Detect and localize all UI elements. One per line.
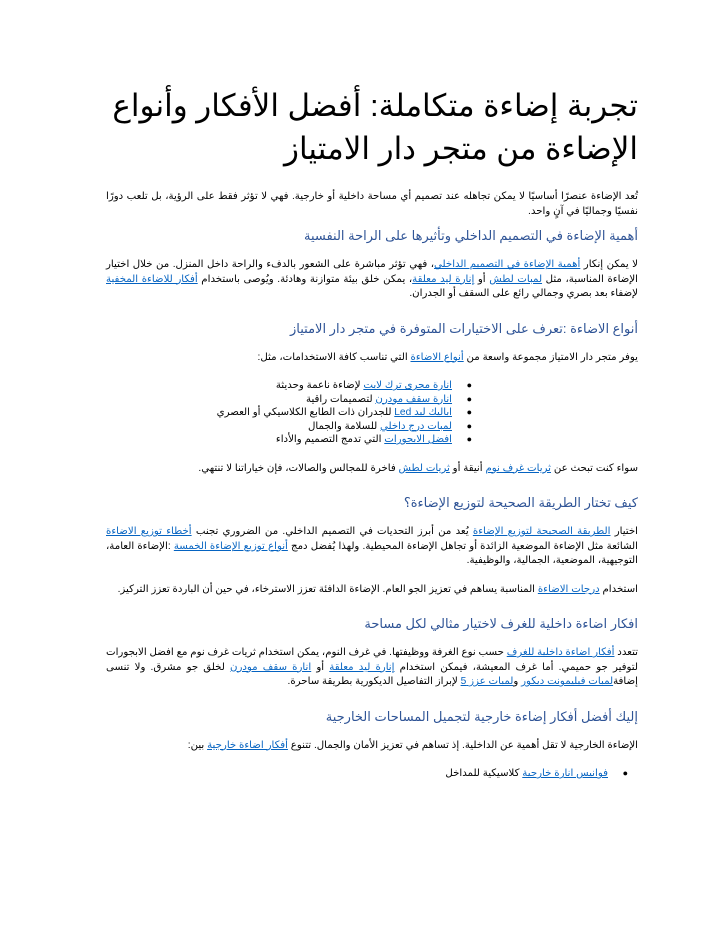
link-latch-chandeliers[interactable]: ثريات لطش [398, 462, 450, 474]
text-span: سواء كنت تبحث عن [551, 462, 638, 474]
list-item [106, 393, 472, 407]
text-span: التي تناسب كافة الاستخدامات، مثل: [257, 351, 411, 363]
text-span: يوفر متجر دار الامتياز مجموعة واسعة من [463, 351, 638, 363]
intro-paragraph: تُعد الإضاءة عنصرًا أساسيًا لا يمكن تجاهله عند تصميم أي مساحة داخلية أو خارجية. فهي لا تؤثر فقط على الرؤية، بل تلعب دورًا نفسيًا وجماليًا في آنٍ واحد. [106, 191, 638, 217]
text-span: استخدام [599, 583, 638, 595]
page-title: تجربة إضاءة متكاملة: أفضل الأفكار وأنواع الإضاءة من متجر دار الامتياز [112, 88, 638, 166]
outdoor-list [106, 767, 638, 781]
text-span: حسب نوع الغرفة ووظيفتها. في غرف النوم، يمكن استخدام ثريات غرف نوم مع افضل الابجورات لتوفير جو حميمي. أما غرف المعيشة، فيمكن استخدام [106, 647, 638, 673]
bullet-icon: ● [466, 393, 472, 404]
text-span: أنيقة أو [449, 462, 486, 474]
bullet-icon: ● [466, 407, 472, 417]
types-list [106, 379, 638, 447]
text-span: لخلق جو مشرق. ولا تنسى إضافة [106, 661, 638, 687]
importance-paragraph [106, 258, 638, 302]
types-intro-paragraph [106, 351, 638, 366]
link-bedroom-chandeliers[interactable]: ثريات غرف نوم [485, 462, 551, 474]
section-heading-outdoor: إليك أفضل أفكار إضاءة خارجية لتجميل المساحات الخارجية [325, 708, 638, 724]
text-span: و [513, 676, 522, 687]
list-item [106, 433, 472, 447]
text-span: :الإضاءة العامة، التوجيهية، الموضعية، الجمالية، والوظيفية. [106, 540, 638, 566]
link-correct-distribution[interactable]: الطريقة الصحيحة لتوزيع الإضاءة [472, 526, 611, 537]
link-modern-ceiling[interactable]: انارة سقف مودرن [375, 393, 452, 405]
bullet-icon: ● [622, 768, 628, 778]
link-room-lighting-ideas[interactable]: أفكار اضاءة داخلية للغرف [506, 647, 615, 658]
list-item [106, 420, 472, 434]
link-light-temperatures[interactable]: درجات الاضاءة [537, 583, 600, 595]
text-span: اختيار [610, 526, 638, 537]
text-span: فاخرة للمجالس والصالات، فإن خياراتنا لا تنتهي. [198, 462, 399, 474]
text-span: لإضفاء بعد بصري وجمالي رائع على السقف أو الجدران. [409, 288, 638, 299]
link-hidden-lighting[interactable]: أفكار للاضاءة المخفية [106, 273, 198, 285]
types-outro-paragraph [106, 462, 638, 477]
link-lighting-importance[interactable]: أهمية الإضاءة في التصميم الداخلي [434, 259, 581, 270]
link-distribution-mistakes[interactable]: أخطاء توزيع الاضاءة [106, 526, 192, 537]
distribution-paragraph [106, 525, 638, 569]
section-heading-distribution: كيف تختار الطريقة الصحيحة لتوزيع الإضاءة؟ [403, 495, 638, 510]
link-modern-ceiling-2[interactable]: انارة سقف مودرن [229, 661, 312, 673]
text-span: التي تدمج التصميم والأداء [275, 434, 385, 445]
link-outdoor-ideas[interactable]: أفكار اضاءة خارجية [207, 739, 288, 751]
text-span: الشائعة مثل الإضاءة الموضعية الزائدة أو تجاهل الإضاءة المحيطية. ولهذا يُفضل دمج [287, 540, 638, 552]
section-heading-types: أنواع الاضاءة :تعرف على الاختيارات المتوفرة في متجر دار الامتياز [290, 320, 638, 336]
outdoor-paragraph [106, 739, 638, 754]
list-item [106, 379, 472, 393]
link-track-light[interactable]: انارة مجرى ترك لايت [363, 380, 452, 391]
text-span: كلاسيكية للمداخل [445, 768, 523, 779]
text-span: أو [311, 661, 330, 673]
list-item [106, 767, 628, 781]
section-heading-room-ideas: افكار اضاءة داخلية للغرف لاختيار مثالي لكل مساحة [364, 616, 638, 631]
link-bulbs-5[interactable]: لمبات عزز 5 [460, 676, 514, 687]
link-latch-bulbs[interactable]: لمبات لطش [489, 273, 543, 285]
list-item [106, 406, 472, 420]
link-lighting-types[interactable]: أنواع الاضاءة [410, 351, 464, 363]
bullet-icon: ● [466, 380, 472, 390]
link-best-lamps[interactable]: افضل الابجورات [384, 434, 452, 445]
room-ideas-paragraph [106, 646, 638, 690]
text-span: للجدران ذات الطابع الكلاسيكي أو العصري [216, 407, 395, 418]
link-led-sconces[interactable]: اباليك ليد Led [394, 407, 452, 418]
link-five-distribution-types[interactable]: أنواع توزيع الإضاءة الخمسة [173, 540, 288, 552]
section-heading-importance: أهمية الإضاءة في التصميم الداخلي وتأثيرها على الراحة النفسية [303, 228, 638, 243]
text-span: الإضاءة الخارجية لا تقل أهمية عن الداخلية. إذ تساهم في تعزيز الأمان والجمال. تتنوع [287, 739, 638, 751]
link-hanging-led-2[interactable]: إنارة ليد معلقة [329, 661, 395, 673]
color-temperature-paragraph [106, 583, 638, 598]
bullet-icon: ● [466, 420, 472, 431]
text-span: لا يمكن إنكار [580, 259, 638, 270]
link-filament-bulbs[interactable]: لمبات فيليمونت ديكور [521, 676, 614, 687]
text-span: للسلامة والجمال [307, 420, 381, 432]
link-outdoor-lanterns[interactable]: فوانيس انارة خارجية [522, 768, 608, 779]
text-span: لإضاءة ناعمة وحديثة [275, 380, 364, 391]
text-span: لتصميمات راقية [306, 393, 376, 405]
text-span: تتعدد [614, 647, 638, 658]
link-stair-lights[interactable]: لمبات درج داخلي [380, 420, 452, 432]
text-span: أو [474, 273, 490, 285]
text-span: يُعد من أبرز التحديات في التصميم الداخلي. من الضروري تجنب [191, 526, 473, 537]
link-hanging-led[interactable]: إنارة ليد معلقة [412, 273, 475, 285]
text-span: ، يمكن خلق بيئة متوازنة وهادئة. ويُوصى باستخدام [197, 273, 413, 285]
text-span: المناسبة يساهم في تعزيز الجو العام. الإضاءة الدافئة تعزز الاسترخاء، في حين أن الباردة تعزز التركيز. [117, 583, 538, 595]
bullet-icon: ● [466, 434, 472, 444]
text-span: لإبراز التفاصيل الديكورية بطريقة ساحرة. [287, 676, 461, 687]
text-span: ، فهي تؤثر مباشرة على الشعور بالدفء والراحة داخل المنزل. من خلال اختيار الإضاءة المناسبة، مثل [106, 259, 638, 285]
text-span: بين: [187, 739, 208, 751]
